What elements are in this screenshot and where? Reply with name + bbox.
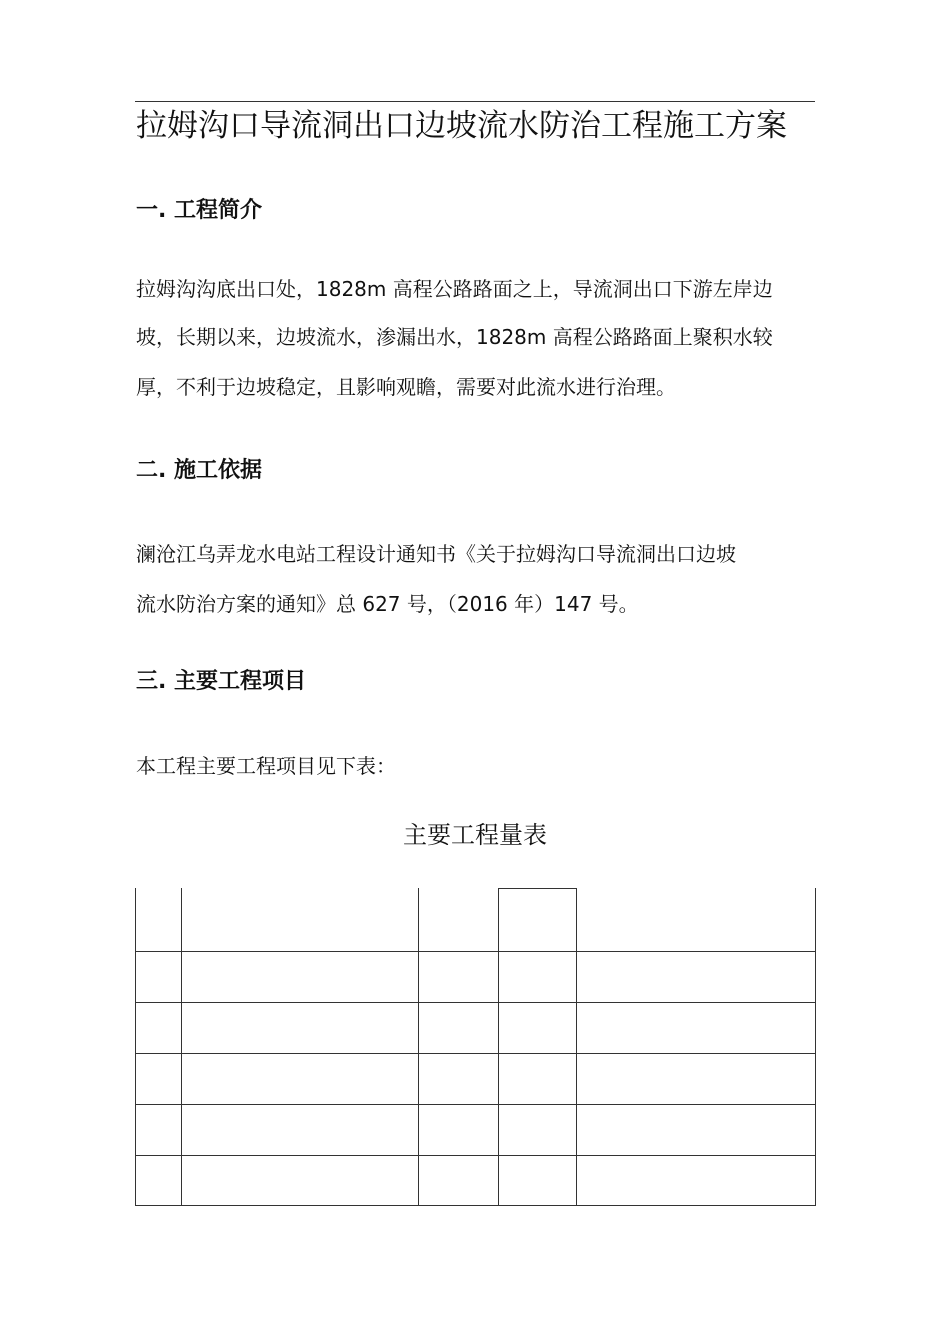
section-heading-basis: 二. 施工依据 <box>136 458 263 483</box>
intro-paragraph-line: 坡，长期以来，边坡流水，渗漏出水，1828m 高程公路路面上聚积水较 <box>136 325 773 349</box>
table-border-right <box>815 888 816 1206</box>
table-row-line <box>135 1053 816 1054</box>
table-border-left <box>135 888 136 1206</box>
header-rule <box>135 101 815 102</box>
table-row-line <box>135 951 816 952</box>
quantity-table <box>135 888 816 1206</box>
table-column-divider <box>576 888 577 1206</box>
table-row-line <box>135 1104 816 1105</box>
intro-paragraph-line: 拉姆沟沟底出口处，1828m 高程公路路面之上，导流洞出口下游左岸边 <box>136 277 773 301</box>
section-heading-intro: 一. 工程简介 <box>136 198 263 223</box>
table-caption: 主要工程量表 <box>403 821 547 849</box>
table-cell-top-border <box>498 888 576 889</box>
intro-paragraph-line: 厚，不利于边坡稳定，且影响观瞻，需要对此流水进行治理。 <box>136 375 676 399</box>
table-column-divider <box>181 888 182 1206</box>
basis-paragraph-line: 流水防治方案的通知》总 627 号，（2016 年）147 号。 <box>136 592 639 616</box>
items-intro-line: 本工程主要工程项目见下表： <box>136 754 396 778</box>
table-row-line <box>135 1002 816 1003</box>
table-column-divider <box>498 888 499 1206</box>
document-title: 拉姆沟口导流洞出口边坡流水防治工程施工方案 <box>136 108 787 144</box>
table-row-line <box>135 1155 816 1156</box>
section-heading-items: 三. 主要工程项目 <box>136 669 307 694</box>
table-border-bottom <box>135 1205 816 1206</box>
basis-paragraph-line: 澜沧江乌弄龙水电站工程设计通知书《关于拉姆沟口导流洞出口边坡 <box>136 542 736 566</box>
table-column-divider <box>418 888 419 1206</box>
